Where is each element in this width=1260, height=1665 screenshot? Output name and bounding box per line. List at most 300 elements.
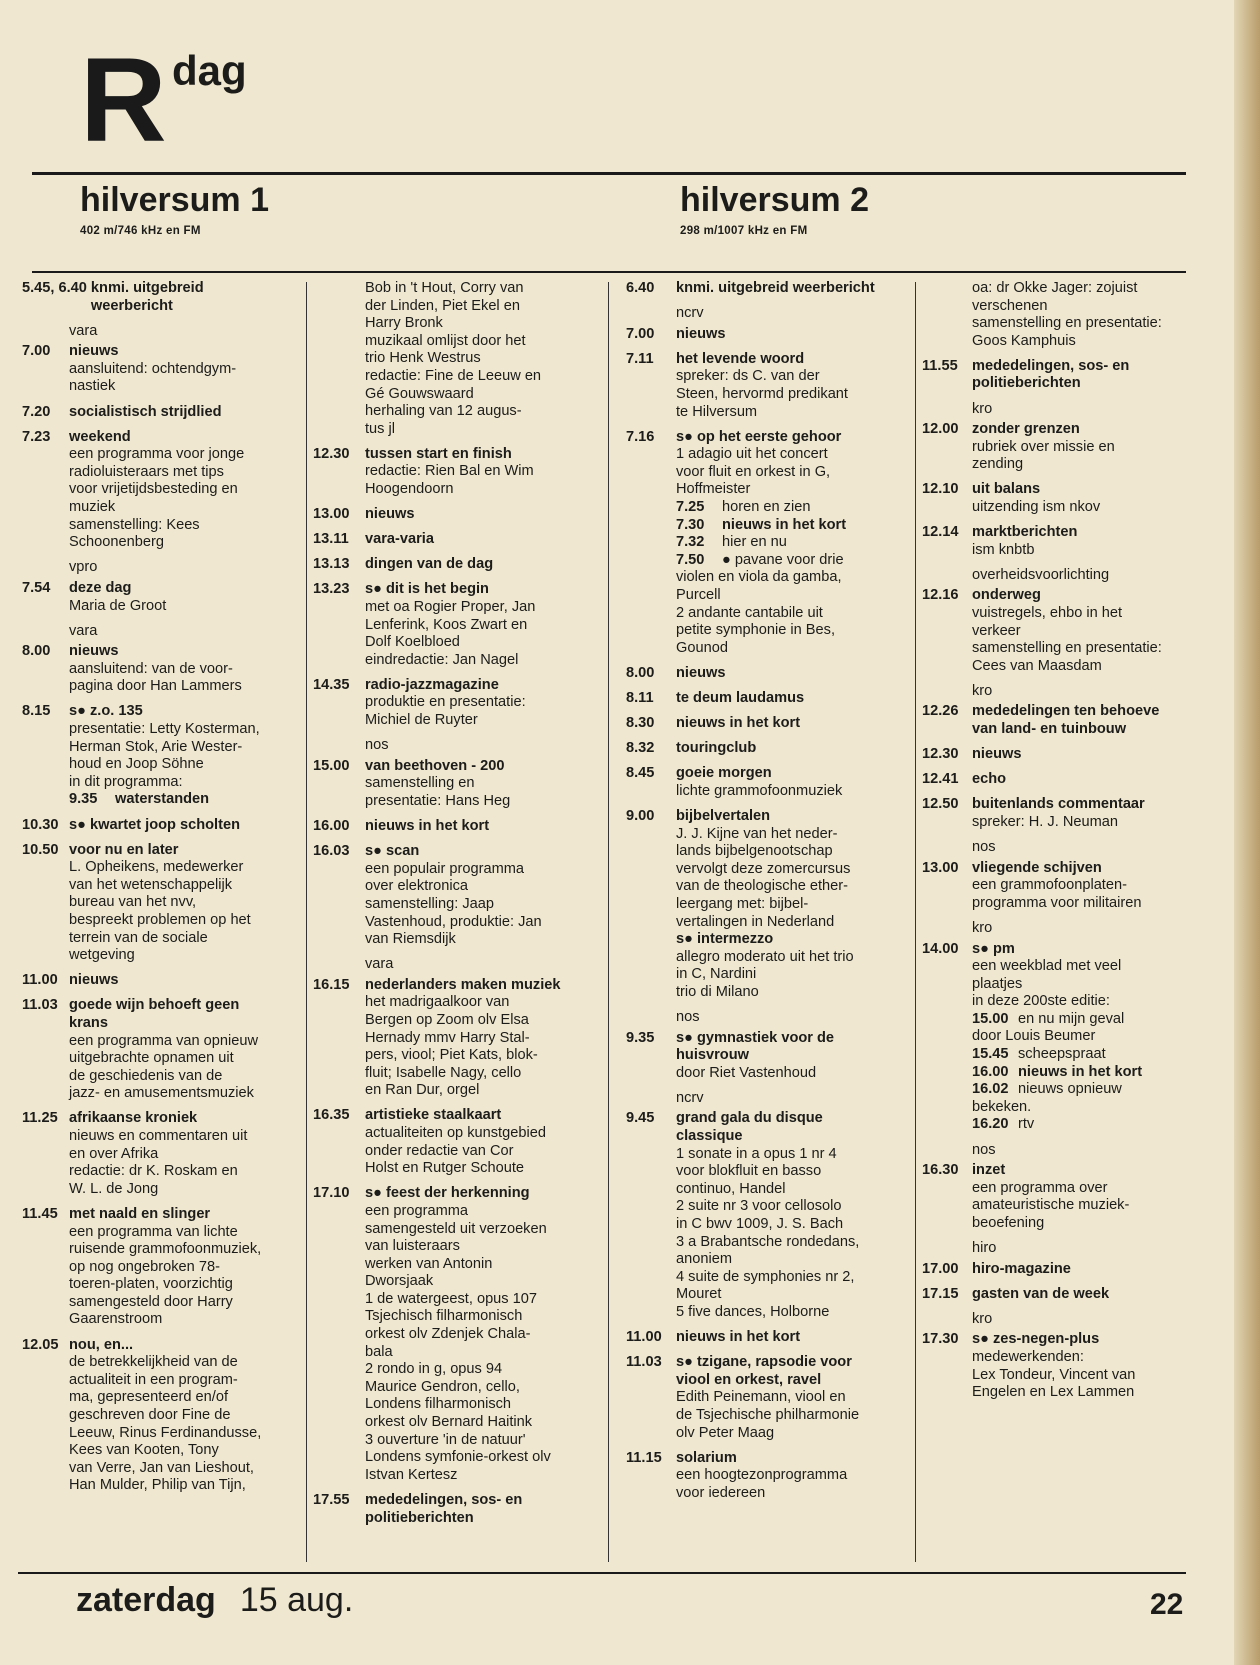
program-description: vertalingen in Nederland xyxy=(676,913,835,930)
program-title-cont: weerbericht xyxy=(90,297,173,314)
program-time: 8.15 xyxy=(22,703,51,720)
program-body xyxy=(365,677,605,730)
program-description: Lenferink, Koos Zwart en xyxy=(365,616,528,633)
program-entry xyxy=(22,997,302,1103)
program-time: 7.11 xyxy=(626,350,654,367)
broadcaster-label: nos xyxy=(365,737,389,754)
program-description: ism knbtb xyxy=(972,541,1035,558)
program-description: ma, gepresenteerd en/of xyxy=(69,1389,229,1406)
program-description: geschreven door Fine de xyxy=(69,1406,231,1423)
program-description: Leeuw, Rinus Ferdinandusse, xyxy=(69,1424,262,1441)
sub-item xyxy=(972,1116,1202,1134)
program-title: voor nu en later xyxy=(69,841,179,858)
program-body xyxy=(676,1110,910,1321)
program-description: vuistregels, ehbo in het xyxy=(972,605,1123,621)
program-description: eindredactie: Jan Nagel xyxy=(365,651,519,668)
program-title: marktberichten xyxy=(972,524,1078,541)
program-description: in C, Nardini xyxy=(676,966,757,983)
program-time: 13.11 xyxy=(313,531,349,548)
broadcaster-label: ncrv xyxy=(676,305,704,322)
program-entry xyxy=(313,556,605,574)
program-time: 9.35 xyxy=(626,1029,655,1046)
program-description: en Ran Dur, orgel xyxy=(365,1082,480,1099)
program-body xyxy=(676,429,910,658)
program-title-cont: viool en orkest, ravel xyxy=(676,1371,822,1388)
program-description: lands bijbelgenootschap xyxy=(676,843,833,860)
program-description: een programma van opnieuw xyxy=(69,1032,259,1049)
program-time: 13.00 xyxy=(922,859,959,876)
sub-time: 16.02 xyxy=(972,1081,1009,1098)
program-description: door Riet Vastenhoud xyxy=(676,1064,817,1081)
program-description: W. L. de Jong xyxy=(69,1180,159,1197)
program-description: wetgeving xyxy=(69,947,135,964)
program-body xyxy=(972,746,1202,764)
sub-time: 7.32 xyxy=(676,534,705,551)
program-entry xyxy=(313,581,605,669)
schedule-column-4 xyxy=(922,280,1202,1409)
program-description: verkeer xyxy=(972,622,1021,639)
program-title: echo xyxy=(972,771,1007,788)
program-description: L. Opheikens, medewerker xyxy=(69,859,244,876)
program-description: een grammofoonplaten- xyxy=(972,877,1127,894)
broadcaster-label: kro xyxy=(972,682,993,699)
program-time: 17.30 xyxy=(922,1331,959,1348)
program-time: 15.00 xyxy=(313,757,350,774)
program-title: nieuws xyxy=(676,664,726,681)
program-description: 2 suite nr 3 voor cellosolo xyxy=(676,1198,842,1215)
program-entry xyxy=(626,665,910,683)
program-description: onder redactie van Cor xyxy=(365,1142,514,1159)
program-title: het levende woord xyxy=(676,350,805,367)
program-description: Vastenhoud, produktie: Jan xyxy=(365,913,542,930)
program-title-cont: huisvrouw xyxy=(676,1047,749,1064)
program-entry xyxy=(922,746,1202,764)
footer-day: zaterdag xyxy=(76,1581,216,1619)
program-time: 13.00 xyxy=(313,506,350,523)
program-title: met naald en slinger xyxy=(69,1205,211,1222)
program-time: 9.00 xyxy=(626,807,655,824)
program-title: afrikaanse kroniek xyxy=(69,1110,198,1127)
program-description: plaatjes xyxy=(972,975,1023,992)
program-entry xyxy=(922,941,1202,1135)
program-entry xyxy=(22,972,302,990)
program-description: Holst en Rutger Schoute xyxy=(365,1160,524,1177)
program-entry xyxy=(922,860,1202,913)
program-description: bala xyxy=(365,1343,393,1360)
sub-title: horen en zien xyxy=(722,499,811,516)
text-line: herhaling van 12 augus- xyxy=(365,403,522,420)
program-body xyxy=(69,1206,302,1329)
program-body xyxy=(972,796,1202,831)
program-entry xyxy=(313,446,605,499)
program-time: 13.23 xyxy=(313,581,350,598)
program-description: voor iedereen xyxy=(676,1484,766,1501)
program-title: nieuws xyxy=(676,325,726,342)
program-body xyxy=(676,280,910,298)
sub-title: scheepspraat xyxy=(1018,1046,1106,1063)
program-time: 16.15 xyxy=(313,976,350,993)
station-hilversum-1 xyxy=(80,182,269,237)
program-description: en over Afrika xyxy=(69,1145,159,1162)
program-body xyxy=(69,404,302,422)
program-time: 12.00 xyxy=(922,421,959,438)
sub-time: 16.00 xyxy=(972,1063,1009,1080)
program-description: voor fluit en orkest in G, xyxy=(676,463,831,480)
program-description: Michiel de Ruyter xyxy=(365,712,478,729)
program-description: van luisteraars xyxy=(365,1238,460,1255)
program-description: houd en Joop Söhne xyxy=(69,756,204,773)
program-description: Cees van Maasdam xyxy=(972,657,1102,674)
schedule-column-2 xyxy=(313,280,605,1535)
program-entry xyxy=(313,843,605,949)
program-time: 11.15 xyxy=(626,1449,662,1466)
program-body xyxy=(365,758,605,811)
program-time: 12.16 xyxy=(922,587,959,604)
program-time: 11.45 xyxy=(22,1205,58,1222)
program-title: uit balans xyxy=(972,481,1041,498)
program-time: 8.00 xyxy=(22,643,51,660)
program-title: s● z.o. 135 xyxy=(69,703,143,720)
program-time: 11.00 xyxy=(22,972,58,989)
program-body xyxy=(972,1331,1202,1401)
sub-title: en nu mijn geval xyxy=(1018,1010,1125,1027)
footer-date-text: 15 aug. xyxy=(239,1581,354,1619)
program-description: nieuws en commentaren uit xyxy=(69,1128,248,1145)
program-body xyxy=(365,581,605,669)
program-entry xyxy=(22,404,302,422)
program-title: bijbelvertalen xyxy=(676,807,771,824)
program-title: nou, en... xyxy=(69,1336,134,1353)
sub-time: 9.35 xyxy=(69,791,98,808)
program-time: 8.45 xyxy=(626,765,655,782)
program-title: vara-varia xyxy=(365,531,434,548)
footer-date xyxy=(76,1583,353,1617)
program-time: 7.00 xyxy=(626,325,655,342)
program-entry xyxy=(626,280,910,298)
program-title: mededelingen, sos- en xyxy=(972,357,1130,374)
text-line: der Linden, Piet Ekel en xyxy=(365,297,520,314)
program-description: Dworsjaak xyxy=(365,1273,434,1290)
program-time: 9.45 xyxy=(626,1110,655,1127)
section-suffix: dag xyxy=(172,47,247,94)
program-description: Gounod xyxy=(676,639,728,656)
program-body xyxy=(69,580,302,615)
sub-title: ● pavane voor drie xyxy=(722,551,844,568)
program-entry xyxy=(626,326,910,344)
program-time: 8.32 xyxy=(626,740,655,757)
program-entry xyxy=(626,1450,910,1503)
program-time: 17.10 xyxy=(313,1185,350,1202)
sub-time: 7.30 xyxy=(676,516,705,533)
program-description: orkest olv Zdenjek Chala- xyxy=(365,1326,531,1343)
program-description: produktie en presentatie: xyxy=(365,694,526,711)
program-time: 10.30 xyxy=(22,816,59,833)
program-description: Engelen en Lex Lammen xyxy=(972,1384,1135,1401)
program-title: socialistisch strijdlied xyxy=(69,403,222,420)
program-body xyxy=(676,1329,910,1347)
program-description: Gaarenstroom xyxy=(69,1311,163,1328)
sub-title: hier en nu xyxy=(722,534,787,551)
program-time: 16.35 xyxy=(313,1107,350,1124)
program-description: programma voor militairen xyxy=(972,894,1142,911)
program-entry xyxy=(313,506,605,524)
schedule-column-3 xyxy=(626,280,910,1510)
program-description: Kees van Kooten, Tony xyxy=(69,1442,219,1459)
program-description: toeren-platen, voorzichtig xyxy=(69,1276,233,1293)
program-description: een populair programma xyxy=(365,860,524,877)
program-title: dingen van de dag xyxy=(365,556,494,573)
program-description: samengesteld uit verzoeken xyxy=(365,1220,547,1237)
program-description: samenstelling en xyxy=(365,775,475,792)
program-time: 12.41 xyxy=(922,771,959,788)
program-entry xyxy=(626,765,910,800)
broadcaster-label: overheidsvoorlichting xyxy=(972,566,1110,583)
program-description: Steen, hervormd predikant xyxy=(676,385,848,402)
program-entry xyxy=(22,343,302,396)
program-description: pers, viool; Piet Kats, blok- xyxy=(365,1047,538,1064)
sub-item xyxy=(972,1081,1202,1099)
program-description: van Riemsdijk xyxy=(365,931,456,948)
sub-title: nieuws opnieuw xyxy=(1018,1081,1122,1098)
program-title: mededelingen ten behoeve xyxy=(972,703,1160,720)
program-description: van Verre, Jan van Lieshout, xyxy=(69,1459,254,1476)
program-time: 16.00 xyxy=(313,818,350,835)
program-description: olv Peter Maag xyxy=(676,1424,775,1441)
program-description: 2 rondo in g, opus 94 xyxy=(365,1361,503,1378)
program-entry xyxy=(22,1206,302,1329)
program-title: nieuws xyxy=(69,972,119,989)
program-description: 2 andante cantabile uit xyxy=(676,604,823,621)
program-description: een programma over xyxy=(972,1179,1108,1196)
program-description: jazz- en amusementsmuziek xyxy=(69,1085,254,1102)
column-divider xyxy=(608,282,609,1562)
program-title: s● tzigane, rapsodie voor xyxy=(676,1354,852,1371)
program-title: goede wijn behoeft geen xyxy=(69,997,240,1014)
sub-title: nieuws in het kort xyxy=(722,516,847,533)
program-entry xyxy=(626,1030,910,1083)
program-description: Purcell xyxy=(676,587,721,603)
program-body xyxy=(365,556,605,574)
program-description: Londens filharmonisch xyxy=(365,1396,512,1413)
program-entry xyxy=(22,1337,302,1495)
program-description: uitzending ism nkov xyxy=(972,499,1101,516)
program-body xyxy=(365,446,605,499)
program-description: aansluitend: van de voor- xyxy=(69,660,233,677)
program-description: lichte grammofoonmuziek xyxy=(676,782,843,799)
program-body xyxy=(69,842,302,965)
program-time: 8.30 xyxy=(626,715,655,732)
program-entry xyxy=(22,842,302,965)
sub-item xyxy=(676,552,910,570)
program-body xyxy=(69,1337,302,1495)
text-line: verschenen xyxy=(972,297,1048,314)
text-line: Gé Gouwswaard xyxy=(365,385,474,402)
program-body xyxy=(69,972,302,990)
program-time: 6.40 xyxy=(626,280,655,296)
program-title: s● op het eerste gehoor xyxy=(676,428,842,445)
program-title: nieuws xyxy=(972,746,1022,763)
program-time: 14.00 xyxy=(922,940,959,957)
program-title: s● kwartet joop scholten xyxy=(69,816,240,833)
program-body xyxy=(676,1354,910,1442)
program-title: deze dag xyxy=(69,579,132,596)
program-entry xyxy=(313,1492,605,1527)
program-description: van de theologische ether- xyxy=(676,878,848,895)
program-description: amateuristische muziek- xyxy=(972,1197,1130,1214)
program-time: 7.54 xyxy=(22,579,51,596)
program-description: fluit; Isabelle Nagy, cello xyxy=(365,1064,522,1081)
program-body xyxy=(69,643,302,696)
program-description: Dolf Koelbloed xyxy=(365,634,460,651)
program-time: 7.20 xyxy=(22,403,51,420)
program-title-cont: van land- en tuinbouw xyxy=(972,721,1127,738)
program-title: van beethoven - 200 xyxy=(365,757,505,774)
text-line: samenstelling en presentatie: xyxy=(972,315,1162,332)
continued-text xyxy=(922,280,1202,350)
program-description: beoefening xyxy=(972,1214,1045,1231)
program-description: samenstelling: Jaap xyxy=(365,895,494,912)
program-title: solarium xyxy=(676,1449,737,1466)
station-frequency: 298 m/1007 kHz en FM xyxy=(680,225,808,238)
program-title: artistieke staalkaart xyxy=(365,1107,502,1124)
program-entry xyxy=(22,280,302,315)
program-description: 3 ouverture 'in de natuur' xyxy=(365,1431,526,1448)
program-description: voor vrijetijdsbesteding en xyxy=(69,481,238,498)
program-body xyxy=(972,524,1202,559)
program-title: nieuws in het kort xyxy=(676,715,801,732)
program-entry xyxy=(313,758,605,811)
program-body xyxy=(676,665,910,683)
program-time: 5.45, 6.40 xyxy=(22,280,87,296)
program-title: nieuws in het kort xyxy=(676,1329,801,1346)
program-body xyxy=(69,997,302,1103)
program-time: 8.11 xyxy=(626,689,654,706)
program-description: anoniem xyxy=(676,1251,732,1268)
program-time: 14.35 xyxy=(313,676,350,693)
broadcaster-label: hiro xyxy=(972,1240,997,1256)
program-time: 7.00 xyxy=(22,343,51,360)
broadcaster-label: kro xyxy=(972,919,993,936)
program-description: aansluitend: ochtendgym- xyxy=(69,360,237,377)
program-body xyxy=(676,808,910,1002)
program-title: inzet xyxy=(972,1162,1006,1179)
program-description: Hoffmeister xyxy=(676,481,751,498)
program-description: Han Mulder, Philip van Tijn, xyxy=(69,1477,246,1494)
program-description: Tsjechisch filharmonisch xyxy=(365,1308,523,1325)
station-name: hilversum 1 xyxy=(80,181,269,219)
program-description: allegro moderato uit het trio xyxy=(676,948,854,965)
program-entry xyxy=(22,817,302,835)
broadcaster-label: kro xyxy=(972,1310,993,1327)
program-title: goeie morgen xyxy=(676,765,772,782)
program-description: 1 adagio uit het concert xyxy=(676,446,828,463)
program-body xyxy=(972,421,1202,474)
sub-item xyxy=(676,499,910,517)
sub-item xyxy=(972,1011,1202,1029)
program-description: voor blokfluit en basso xyxy=(676,1163,822,1180)
program-title: tussen start en finish xyxy=(365,445,512,462)
program-time: 13.13 xyxy=(313,556,350,573)
program-title: zonder grenzen xyxy=(972,421,1080,438)
column-divider xyxy=(915,282,916,1562)
program-title-cont: krans xyxy=(69,1014,108,1031)
program-body xyxy=(365,818,605,836)
program-time: 7.23 xyxy=(22,428,51,445)
program-description: Londens symfonie-orkest olv xyxy=(365,1449,551,1466)
program-title: knmi. uitgebreid xyxy=(90,280,204,296)
program-description: pagina door Han Lammers xyxy=(69,678,242,695)
program-description: 4 suite de symphonies nr 2, xyxy=(676,1268,855,1285)
program-time: 16.03 xyxy=(313,843,350,860)
page-edge xyxy=(1234,0,1260,1665)
sub-time: 7.50 xyxy=(676,551,705,568)
program-body xyxy=(676,740,910,758)
program-entry xyxy=(922,1286,1202,1304)
program-title: grand gala du disque xyxy=(676,1110,823,1127)
text-line: Goos Kamphuis xyxy=(972,332,1076,349)
sub-title: nieuws in het kort xyxy=(1018,1063,1143,1080)
program-description: een programma van lichte xyxy=(69,1223,238,1240)
program-time: 12.14 xyxy=(922,524,959,541)
program-entry xyxy=(626,351,910,421)
program-body xyxy=(365,1492,605,1527)
program-description: Maurice Gendron, cello, xyxy=(365,1378,520,1395)
text-line: Harry Bronk xyxy=(365,315,443,332)
program-description: een weekblad met veel xyxy=(972,958,1122,975)
program-time: 12.26 xyxy=(922,703,959,720)
program-body xyxy=(365,506,605,524)
sub-time: 7.25 xyxy=(676,499,705,516)
program-time: 11.55 xyxy=(922,357,958,374)
program-description: trio di Milano xyxy=(676,983,759,1000)
program-description: samenstelling en presentatie: xyxy=(972,640,1162,657)
program-time: 12.30 xyxy=(922,746,959,763)
program-entry xyxy=(626,808,910,1002)
column-divider xyxy=(306,282,307,1562)
program-time: 12.30 xyxy=(313,445,350,462)
schedule-column-1 xyxy=(22,280,302,1502)
program-description: over elektronica xyxy=(365,878,469,895)
program-description: nastiek xyxy=(69,378,116,395)
program-body xyxy=(365,977,605,1100)
program-description: continuo, Handel xyxy=(676,1180,786,1197)
program-description: Maria de Groot xyxy=(69,597,167,614)
program-entry xyxy=(922,1162,1202,1232)
program-time: 17.55 xyxy=(313,1491,350,1508)
broadcaster-label: vara xyxy=(69,322,98,339)
program-description: werken van Antonin xyxy=(365,1255,493,1272)
program-title: s● intermezzo xyxy=(676,931,774,948)
program-description: een hoogtezonprogramma xyxy=(676,1467,848,1484)
program-description: in C bwv 1009, J. S. Bach xyxy=(676,1216,844,1232)
text-line: redactie: Fine de Leeuw en xyxy=(365,367,542,384)
program-description: in dit programma: xyxy=(69,773,183,790)
bottom-rule xyxy=(18,1572,1186,1574)
program-title: s● zes-negen-plus xyxy=(972,1331,1100,1348)
program-description: door Louis Beumer xyxy=(972,1028,1096,1045)
program-time: 12.50 xyxy=(922,796,959,813)
program-entry xyxy=(922,481,1202,516)
program-body xyxy=(972,771,1202,789)
program-entry xyxy=(22,1110,302,1198)
program-title: buitenlands commentaar xyxy=(972,796,1145,813)
program-description: actualiteit in een program- xyxy=(69,1371,238,1388)
program-entry xyxy=(922,358,1202,393)
text-line: trio Henk Westrus xyxy=(365,350,481,367)
broadcaster-label: ncrv xyxy=(676,1089,704,1106)
program-description: muziek xyxy=(69,499,116,516)
program-description: ruisende grammofoonmuziek, xyxy=(69,1241,262,1258)
